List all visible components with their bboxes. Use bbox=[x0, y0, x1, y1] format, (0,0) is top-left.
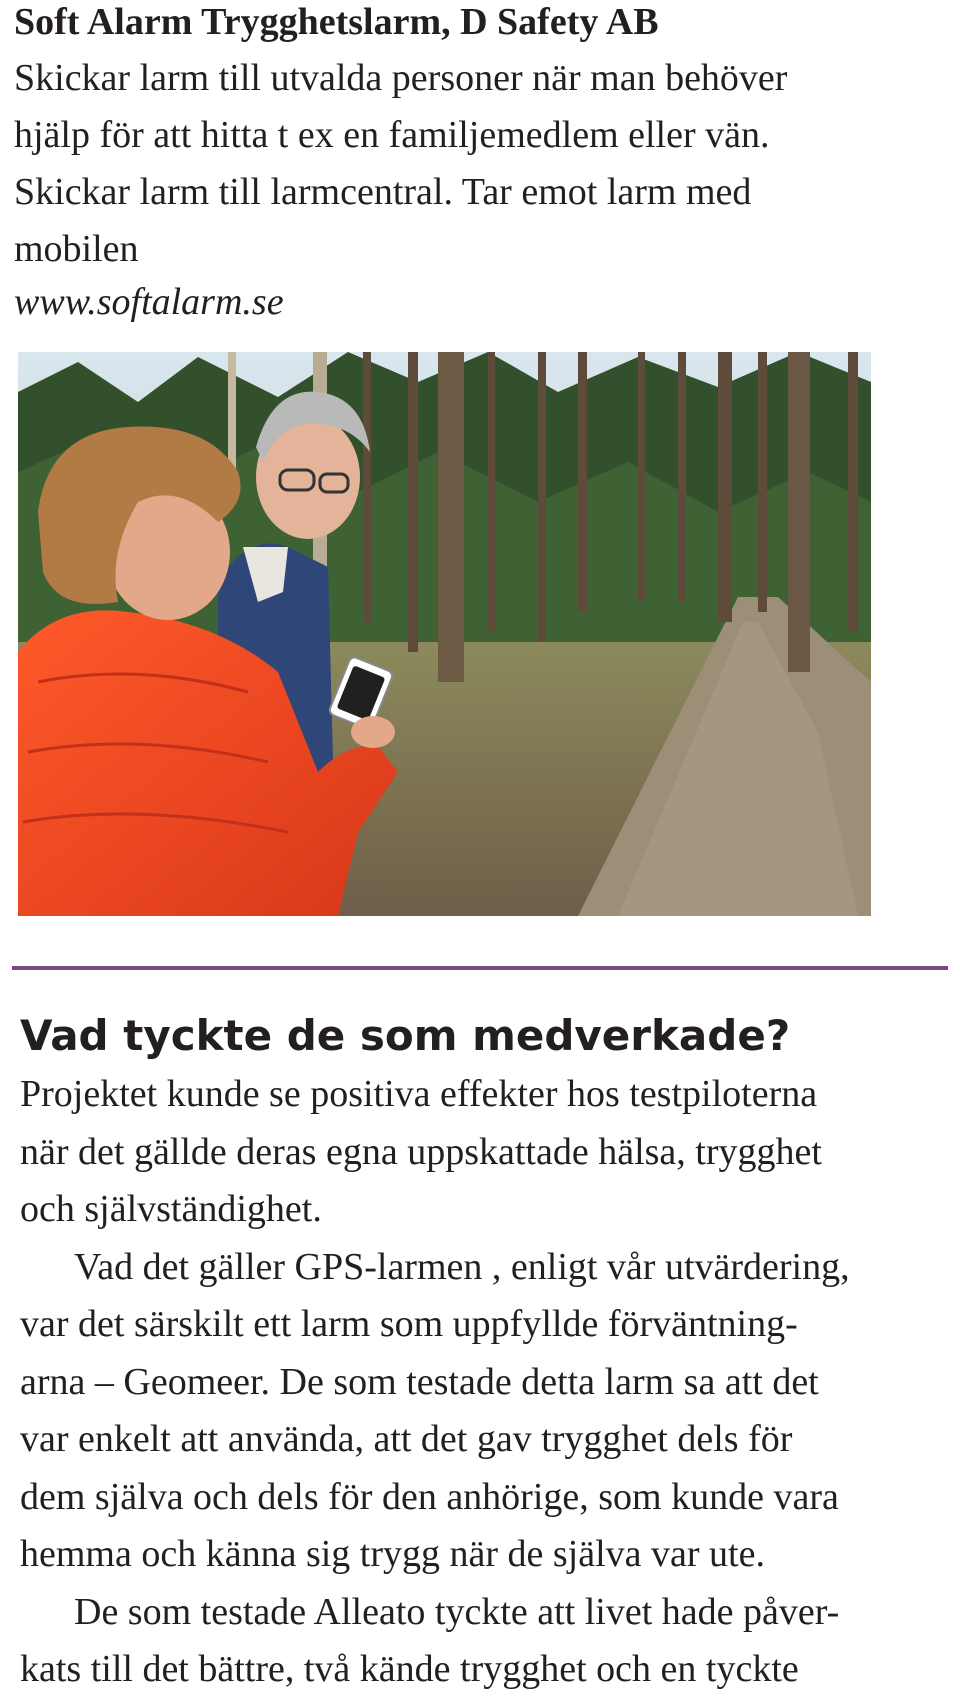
text-line: Projektet kunde se positiva effekter hos testpiloterna bbox=[20, 1073, 818, 1115]
article-body bbox=[20, 1066, 950, 1699]
section-divider bbox=[12, 966, 948, 970]
description-line: mobilen bbox=[14, 228, 139, 270]
text-line: dem själva och dels för den anhörige, som kunde vara bbox=[20, 1475, 839, 1518]
text-line: när det gällde deras egna uppskattade hälsa, trygghet bbox=[20, 1130, 822, 1173]
paragraph bbox=[20, 1066, 950, 1239]
product-website-link[interactable]: www.softalarm.se bbox=[14, 281, 284, 323]
paragraph bbox=[20, 1239, 950, 1584]
text-line: och självständighet. bbox=[20, 1188, 322, 1230]
text-line: De som testade Alleato tyckte att livet hade påver- bbox=[74, 1590, 840, 1633]
description-line: hjälp för att hitta t ex en familjemedlem eller vän. bbox=[14, 114, 770, 156]
photo-illustration bbox=[18, 352, 871, 916]
description-line: Skickar larm till utvalda personer när man behöver bbox=[14, 57, 788, 99]
text-line: kats till det bättre, två kände trygghet och en tyckte bbox=[20, 1648, 799, 1690]
text-line: arna – Geomeer. De som testade detta larm sa att det bbox=[20, 1360, 819, 1403]
section-heading: Vad tyckte de som medverkade? bbox=[20, 1011, 791, 1060]
text-line: Vad det gäller GPS-larmen , enligt vår utvärdering, bbox=[74, 1245, 850, 1288]
text-line: hemma och känna sig trygg när de själva var ute. bbox=[20, 1533, 765, 1575]
paragraph bbox=[20, 1584, 950, 1699]
product-description bbox=[14, 50, 934, 278]
text-line: var det särskilt ett larm som uppfyllde förväntning- bbox=[20, 1303, 798, 1345]
description-line: Skickar larm till larmcentral. Tar emot larm med bbox=[14, 171, 752, 213]
product-title: Soft Alarm Trygghetslarm, D Safety AB bbox=[14, 1, 659, 43]
text-line: var enkelt att använda, att det gav trygghet dels för bbox=[20, 1418, 793, 1460]
